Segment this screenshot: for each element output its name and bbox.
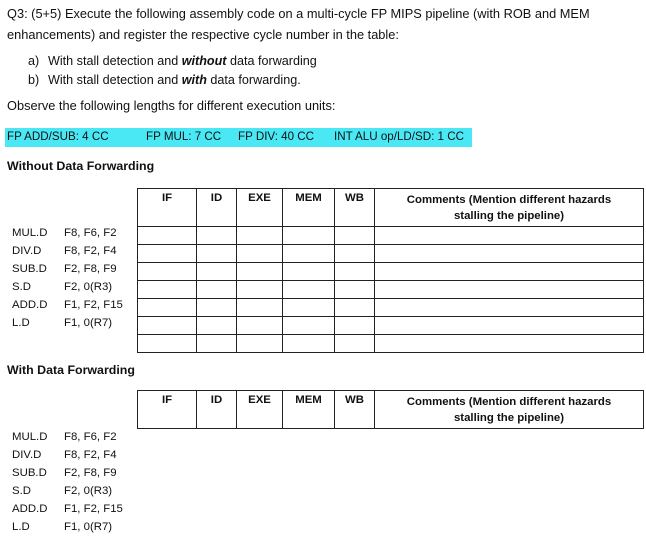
cell-id[interactable] <box>197 299 237 317</box>
instruction-op: L.D <box>12 317 30 329</box>
instruction-args: F1, F2, F15 <box>64 503 123 515</box>
header-if: IF <box>138 391 197 429</box>
cell-exe[interactable] <box>237 245 283 263</box>
cell-wb[interactable] <box>335 245 375 263</box>
cell-comment[interactable] <box>375 245 644 263</box>
instruction-row <box>12 428 123 446</box>
instruction-args: F2, F8, F9 <box>64 263 117 275</box>
cell-id[interactable] <box>197 335 237 353</box>
instruction-row <box>12 260 123 278</box>
cell-if[interactable] <box>138 263 197 281</box>
instruction-row <box>12 278 123 296</box>
cell-id[interactable] <box>197 317 237 335</box>
cell-wb[interactable] <box>335 299 375 317</box>
instruction-args: F2, 0(R3) <box>64 281 113 293</box>
instruction-op: MUL.D <box>12 227 48 239</box>
table-row <box>138 263 644 281</box>
cell-if[interactable] <box>138 335 197 353</box>
unit-div: FP DIV: 40 CC <box>238 130 315 143</box>
header-mem: MEM <box>283 391 335 429</box>
unit-add-sub: FP ADD/SUB: 4 CC <box>7 130 109 143</box>
header-wb: WB <box>335 391 375 429</box>
instruction-row <box>12 500 123 518</box>
cell-if[interactable] <box>138 281 197 299</box>
cell-wb[interactable] <box>335 263 375 281</box>
instruction-row <box>12 296 123 314</box>
instruction-row <box>12 482 123 500</box>
option-b-text: With stall detection and <box>48 73 182 87</box>
cell-if[interactable] <box>138 317 197 335</box>
cell-id[interactable] <box>197 263 237 281</box>
header-comments-line-2: stalling the pipeline) <box>453 412 565 424</box>
cell-mem[interactable] <box>283 281 335 299</box>
cell-id[interactable] <box>197 227 237 245</box>
cell-mem[interactable] <box>283 245 335 263</box>
cell-exe[interactable] <box>237 317 283 335</box>
unit-mul: FP MUL: 7 CC <box>146 130 222 143</box>
option-a <box>28 52 317 71</box>
instruction-args: F8, F6, F2 <box>64 227 117 239</box>
option-a-label: a) <box>28 54 40 68</box>
cell-exe[interactable] <box>237 227 283 245</box>
instruction-op: L.D <box>12 521 30 533</box>
instruction-args: F2, F8, F9 <box>64 467 117 479</box>
instruction-op: S.D <box>12 485 31 497</box>
header-id: ID <box>197 189 237 227</box>
cell-id[interactable] <box>197 281 237 299</box>
option-a-emphasis: without <box>181 54 227 68</box>
header-exe: EXE <box>237 189 283 227</box>
cell-comment[interactable] <box>375 263 644 281</box>
question-text <box>7 3 642 45</box>
instruction-args: F1, 0(R7) <box>64 317 113 329</box>
instruction-args: F8, F2, F4 <box>64 449 117 461</box>
instruction-op: SUB.D <box>12 263 47 275</box>
cell-mem[interactable] <box>283 263 335 281</box>
cell-wb[interactable] <box>335 281 375 299</box>
instruction-list-with <box>12 428 123 536</box>
option-b-label: b) <box>28 73 40 87</box>
cell-if[interactable] <box>138 227 197 245</box>
cell-comment[interactable] <box>375 335 644 353</box>
header-comments <box>375 391 644 429</box>
instruction-row <box>12 242 123 260</box>
instruction-row <box>12 314 123 332</box>
instruction-args: F1, 0(R7) <box>64 521 113 533</box>
instruction-list-without <box>12 224 123 332</box>
instruction-op: SUB.D <box>12 467 47 479</box>
header-wb: WB <box>335 189 375 227</box>
option-b-emphasis: with <box>181 73 207 87</box>
section-with-forwarding: With Data Forwarding <box>7 363 135 377</box>
instruction-args: F8, F6, F2 <box>64 431 117 443</box>
cell-comment[interactable] <box>375 317 644 335</box>
instruction-op: ADD.D <box>12 299 48 311</box>
cell-exe[interactable] <box>237 335 283 353</box>
question-line-2: enhancements) and register the respective cycle number in the table: <box>7 27 399 42</box>
cell-wb[interactable] <box>335 227 375 245</box>
section-without-forwarding: Without Data Forwarding <box>7 159 155 173</box>
header-comments-line-1: Comments (Mention different hazards <box>406 194 612 206</box>
cell-mem[interactable] <box>283 335 335 353</box>
instruction-op: ADD.D <box>12 503 48 515</box>
observe-text: Observe the following lengths for different execution units: <box>7 98 336 113</box>
header-if: IF <box>138 189 197 227</box>
unit-int: INT ALU op/LD/SD: 1 CC <box>334 130 464 143</box>
cell-wb[interactable] <box>335 335 375 353</box>
instruction-op: S.D <box>12 281 31 293</box>
table-row <box>138 245 644 263</box>
instruction-op: DIV.D <box>12 245 42 257</box>
instruction-args: F2, 0(R3) <box>64 485 113 497</box>
cell-if[interactable] <box>138 245 197 263</box>
header-comments-line-2: stalling the pipeline) <box>453 210 565 222</box>
option-a-text: With stall detection and <box>48 54 182 68</box>
table-row <box>138 335 644 353</box>
instruction-op: MUL.D <box>12 431 48 443</box>
instruction-args: F1, F2, F15 <box>64 299 123 311</box>
cell-exe[interactable] <box>237 263 283 281</box>
table-row <box>138 317 644 335</box>
cell-exe[interactable] <box>237 281 283 299</box>
cell-mem[interactable] <box>283 227 335 245</box>
table-row <box>138 281 644 299</box>
table-row <box>138 299 644 317</box>
cell-comment[interactable] <box>375 299 644 317</box>
instruction-op: DIV.D <box>12 449 42 461</box>
cell-wb[interactable] <box>335 317 375 335</box>
header-exe: EXE <box>237 391 283 429</box>
instruction-args: F8, F2, F4 <box>64 245 117 257</box>
cell-comment[interactable] <box>375 281 644 299</box>
table-without-forwarding <box>137 188 644 353</box>
execution-units-highlight <box>5 128 472 147</box>
cell-mem[interactable] <box>283 317 335 335</box>
instruction-row <box>12 224 123 242</box>
header-mem: MEM <box>283 189 335 227</box>
instruction-row <box>12 518 123 536</box>
option-b <box>28 71 301 90</box>
cell-mem[interactable] <box>283 299 335 317</box>
instruction-row <box>12 464 123 482</box>
cell-id[interactable] <box>197 245 237 263</box>
header-comments-line-1: Comments (Mention different hazards <box>406 396 612 408</box>
option-a-text-end: data forwarding <box>226 54 317 68</box>
header-id: ID <box>197 391 237 429</box>
header-comments <box>375 189 644 227</box>
instruction-row <box>12 446 123 464</box>
option-b-text-end: data forwarding. <box>206 73 301 87</box>
table-row <box>138 227 644 245</box>
cell-comment[interactable] <box>375 227 644 245</box>
cell-if[interactable] <box>138 299 197 317</box>
cell-exe[interactable] <box>237 299 283 317</box>
table-with-forwarding <box>137 390 644 429</box>
question-line-1: Q3: (5+5) Execute the following assembly code on a multi-cycle FP MIPS pipeline (with ROB and MEM <box>7 6 590 21</box>
